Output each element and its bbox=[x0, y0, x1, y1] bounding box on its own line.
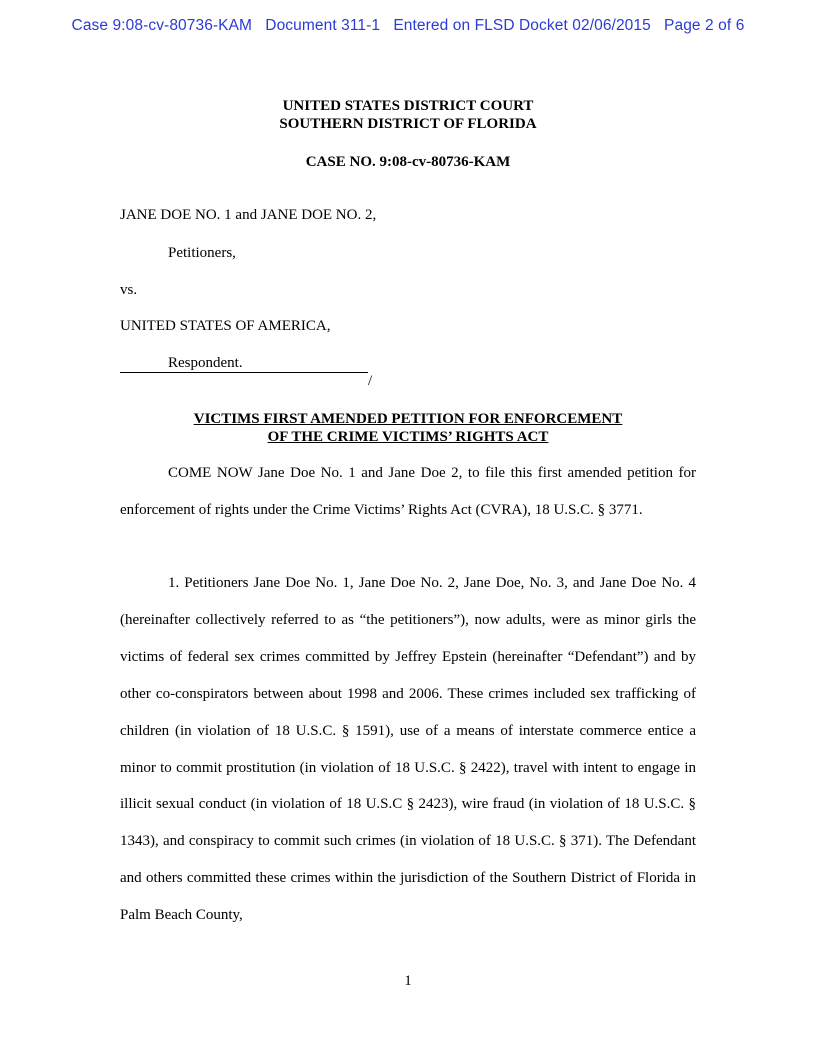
petitioners-label: Petitioners, bbox=[168, 245, 236, 261]
court-name bbox=[0, 97, 816, 133]
case-number: CASE NO. 9:08-cv-80736-KAM bbox=[305, 154, 511, 170]
respondent-name: UNITED STATES OF AMERICA, bbox=[120, 318, 331, 334]
intro-paragraph bbox=[120, 455, 696, 529]
paragraph-1 bbox=[120, 565, 696, 934]
caption-signature-line bbox=[120, 372, 368, 373]
docket-header: Case 9:08-cv-80736-KAM Document 311-1 Entered on FLSD Docket 02/06/2015 Page 2 of 6 bbox=[71, 17, 745, 34]
petitioners-names: JANE DOE NO. 1 and JANE DOE NO. 2, bbox=[120, 207, 377, 223]
caption-slash: / bbox=[368, 373, 373, 389]
intro-paragraph-text: COME NOW Jane Doe No. 1 and Jane Doe 2, to file this first amended petition for enforcement of rights under the Crime Victims’ Rights Act (CVRA), 18 U.S.C. § 3771. bbox=[120, 465, 696, 518]
versus-label: vs. bbox=[120, 282, 138, 298]
paragraph-1-text: 1. Petitioners Jane Doe No. 1, Jane Doe No. 2, Jane Doe, No. 3, and Jane Doe No. 4 (hereinafter collectively referred to as “the petitioners”), now adults, were as minor girls the victims of federal sex crimes committed by Jeffrey Epstein (hereinafter “Defendant”) and by other co-conspirators between about 1998 and 2006. These crimes included sex trafficking of children (in violation of 18 U.S.C. § 1591), use of a means of interstate commerce entice a minor to commit prostitution (in violation of 18 U.S.C. § 2422), travel with intent to engage in illicit sexual conduct (in violation of 18 U.S.C § 2423), wire fraud (in violation of 18 U.S.C. § 1343), and conspiracy to commit such crimes (in violation of 18 U.S.C. § 371). The Defendant and others committed these crimes within the jurisdiction of the Southern District of Florida in Palm Beach County, bbox=[120, 575, 696, 924]
document-title-line1: VICTIMS FIRST AMENDED PETITION FOR ENFORCEMENT bbox=[193, 411, 623, 427]
respondent-label: Respondent. bbox=[168, 355, 243, 371]
document-title-line2: OF THE CRIME VICTIMS’ RIGHTS ACT bbox=[267, 429, 549, 445]
document-title bbox=[0, 410, 816, 446]
court-name-line1: UNITED STATES DISTRICT COURT bbox=[282, 98, 534, 114]
court-name-line2: SOUTHERN DISTRICT OF FLORIDA bbox=[279, 116, 537, 132]
page-number: 1 bbox=[404, 973, 412, 989]
